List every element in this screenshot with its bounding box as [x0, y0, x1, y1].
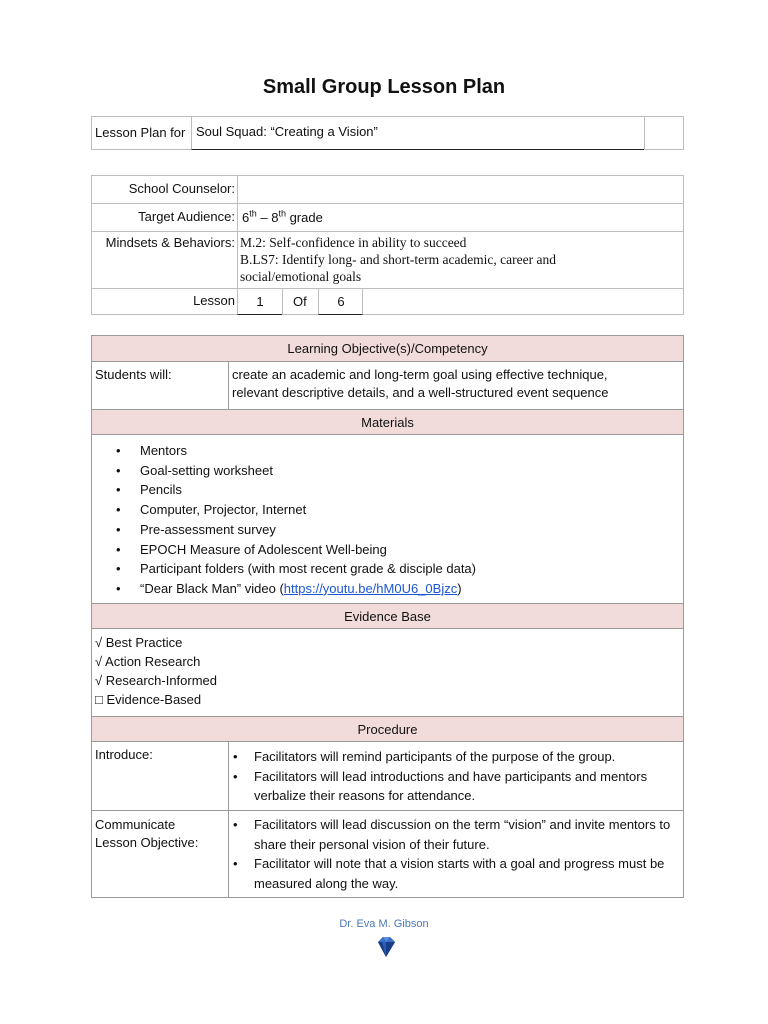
mindsets-line: social/emotional goals	[240, 269, 362, 284]
audience-label: Target Audience:	[138, 209, 235, 224]
objective-line: create an academic and long-term goal using effective technique,	[232, 367, 608, 382]
list-item: • Facilitators will lead discussion on the term “vision” and invite mentors to share their personal vision of their future.	[229, 815, 681, 854]
page-title: Small Group Lesson Plan	[262, 76, 506, 98]
lesson-number-field[interactable]	[237, 289, 282, 315]
objective-text	[232, 366, 609, 402]
of-label: Of	[293, 294, 307, 309]
lesson-row	[92, 289, 683, 315]
procedure-header: Procedure	[92, 716, 683, 742]
lesson-total-field[interactable]	[318, 289, 363, 315]
audience-row	[92, 204, 683, 231]
lesson-plan-for-row	[91, 116, 684, 150]
communicate-label-line: Communicate	[95, 817, 176, 832]
evidence-item: √ Action Research	[95, 654, 201, 669]
audience-value: 6th – 8th grade	[242, 208, 323, 225]
mindsets-line: B.LS7: Identify long- and short-term academic, career and	[240, 252, 557, 267]
counselor-info-table	[91, 175, 684, 315]
list-item: • Goal-setting worksheet	[92, 461, 476, 481]
list-item: • Mentors	[92, 441, 476, 461]
objective-header: Learning Objective(s)/Competency	[92, 336, 683, 362]
materials-list	[92, 441, 476, 599]
lesson-plan-for-end-cell	[644, 116, 684, 150]
introduce-label: Introduce:	[95, 747, 153, 762]
mindsets-row	[92, 232, 683, 289]
mindsets-value	[240, 234, 556, 285]
students-will-label: Students will:	[95, 367, 172, 382]
evidence-list	[95, 633, 217, 709]
footer-author: Dr. Eva M. Gibson	[339, 918, 429, 930]
list-item: • EPOCH Measure of Adolescent Well-being	[92, 540, 476, 560]
video-link[interactable]: https://youtu.be/hM0U6_0Bjzc	[283, 580, 458, 596]
lesson-plan-for-value: Soul Squad: “Creating a Vision”	[196, 124, 378, 139]
list-item: • “Dear Black Man” video (https://youtu.be/hM0U6_0Bjzc)	[92, 579, 476, 599]
mindsets-field[interactable]	[237, 232, 683, 289]
mindsets-line: M.2: Self-confidence in ability to succeed	[240, 235, 467, 250]
introduce-list	[229, 747, 681, 806]
column-divider	[228, 362, 229, 409]
lesson-plan-for-field[interactable]	[191, 116, 644, 150]
lesson-details-table	[91, 335, 684, 898]
mindsets-label: Mindsets & Behaviors:	[105, 235, 235, 250]
lesson-number: 1	[256, 294, 264, 309]
lesson-plan-for-label: Lesson Plan for	[95, 125, 186, 140]
counselor-row	[92, 176, 683, 204]
lesson-total: 6	[337, 294, 345, 309]
objective-line: relevant descriptive details, and a well-structured event sequence	[232, 385, 609, 400]
lesson-label: Lesson	[193, 293, 235, 308]
materials-header: Materials	[92, 409, 683, 435]
evidence-item: √ Research-Informed	[95, 673, 218, 688]
counselor-label: School Counselor:	[128, 181, 235, 196]
diamond-logo-icon	[375, 935, 397, 959]
list-item: • Computer, Projector, Internet	[92, 500, 476, 520]
evidence-item: □ Evidence-Based	[95, 692, 202, 707]
communicate-label	[95, 816, 198, 852]
communicate-list	[229, 815, 681, 893]
counselor-field[interactable]	[237, 176, 683, 204]
list-item: • Facilitators will lead introductions and have participants and mentors verbalize their reasons for attendance.	[229, 767, 681, 806]
list-item: • Facilitators will remind participants of the purpose of the group.	[229, 747, 681, 767]
list-item: • Pencils	[92, 480, 476, 500]
row-divider	[92, 810, 683, 811]
list-item: • Facilitator will note that a vision starts with a goal and progress must be measured along the way.	[229, 854, 681, 893]
of-cell	[282, 289, 318, 315]
audience-field[interactable]	[237, 204, 683, 231]
list-item: • Pre-assessment survey	[92, 520, 476, 540]
evidence-header: Evidence Base	[92, 603, 683, 629]
communicate-label-line: Lesson Objective:	[95, 835, 199, 850]
list-item: • Participant folders (with most recent grade & disciple data)	[92, 559, 476, 579]
evidence-item: √ Best Practice	[95, 635, 183, 650]
